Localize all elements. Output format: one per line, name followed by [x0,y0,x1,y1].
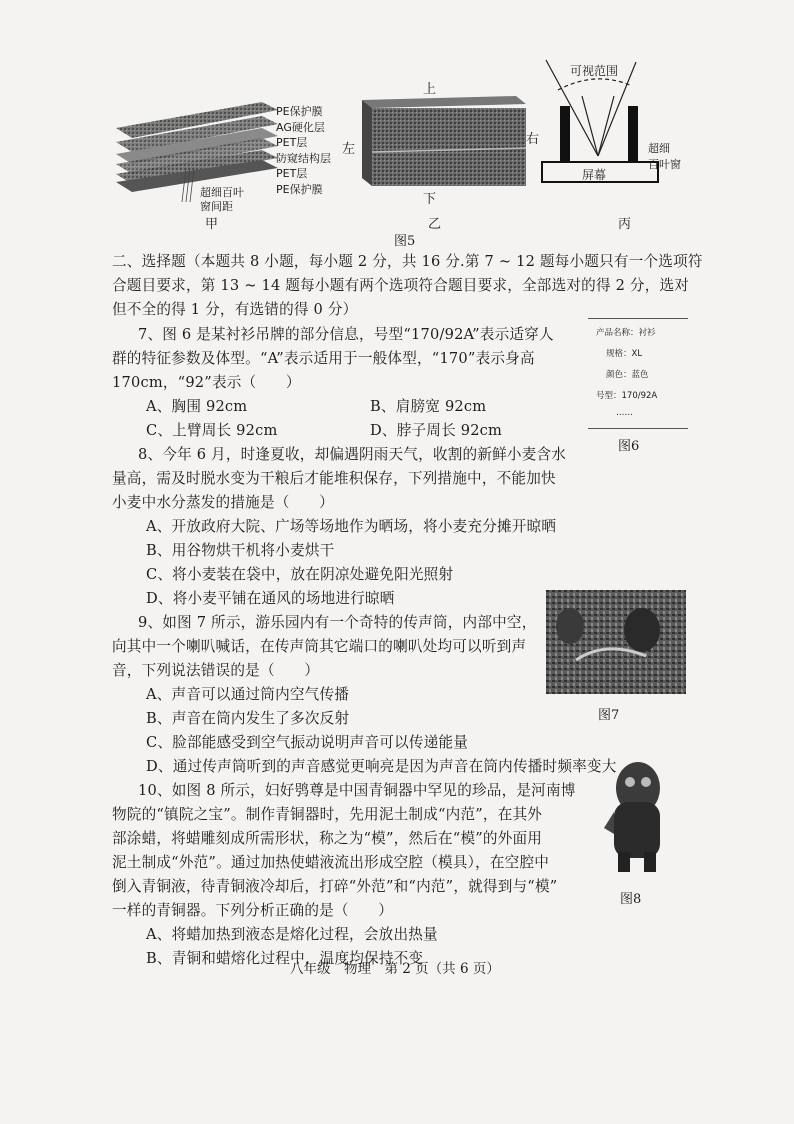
question-text: 量高，需及时脱水变为干粮后才能堆积保存，下列措施中，不能加快 [112,470,556,487]
layer-label: PET层 [276,136,308,149]
figure-6-caption: 图6 [618,439,640,454]
tag-color: 颜色：蓝色 [606,370,649,380]
tag-model: 号型：170/92A [596,391,658,401]
layer-label: 防窥结构层 [276,151,331,165]
option-c: C、将小麦装在袋中，放在阴凉处避免阳光照射 [146,566,454,583]
view-range-label: 可视范围 [570,64,619,78]
figure-5-caption: 图5 [394,234,416,249]
option-a: A、开放政府大院、广场等场地作为晒场，将小麦充分摊开晾晒 [146,518,557,535]
speaking-tube-photo [546,590,686,694]
section-intro: 二、选择题（本题共 8 小题，每小题 2 分，共 16 分.第 7 ~ 12 题每小题只有一个选项符 [112,253,703,270]
option-a: A、将蜡加热到液态是熔化过程，会放出热量 [146,926,438,943]
question-text: 部涂蜡，将蜡雕刻成所需形状，称之为“模”，然后在“模”的外面用 [112,830,543,847]
blind-note-2: 窗间距 [200,200,233,213]
option-a: A、声音可以通过筒内空气传播 [146,686,350,703]
option-d: D、脖子周长 92cm [370,422,503,439]
blind-note: 超细百叶 [200,186,244,199]
question-text: 物院的“镇院之宝”。制作青铜器时，先用泥土制成“内范”，在其外 [112,806,543,823]
question-text: 群的特征参数及体型。“A”表示适用于一般体型，“170”表示身高 [112,350,535,367]
question-text: 倒入青铜液，待青铜液冷却后，打碎“外范”和“内范”，就得到与“模” [112,878,558,895]
layer-label: PE保护膜 [276,105,323,118]
question-text: 170cm，“92”表示（ ） [112,374,301,391]
option-b: B、用谷物烘干机将小麦烘干 [146,542,335,559]
blind-label-2: 百叶窗 [648,158,681,171]
owl-vessel-photo [600,752,672,876]
blind-label: 超细 [648,142,670,155]
question-text: 8、今年 6 月，时逢夏收，却偏遇阴雨天气，收割的新鲜小麦含水 [138,446,567,463]
question-text: 小麦中水分蒸发的措施是（ ） [112,494,334,511]
option-d: D、将小麦平铺在通风的场地进行晾晒 [146,590,395,607]
question-text: 一样的青铜器。下列分析正确的是（ ） [112,902,394,919]
question-text: 9、如图 7 所示，游乐园内有一个奇特的传声筒，内部中空， [138,614,537,631]
tag-name: 产品名称：衬衫 [596,328,656,338]
caption-yi: 乙 [428,217,442,232]
privacy-block-diagram [350,90,530,200]
page-footer: 八年级 物理 第 2 页（共 6 页） [290,961,500,977]
layer-labels [276,104,331,197]
figure-7-caption: 图7 [598,708,620,723]
question-text: 向其中一个喇叭喊话，在传声筒其它端口的喇叭处均可以听到声 [112,638,527,655]
option-b: B、声音在筒内发生了多次反射 [146,710,350,727]
option-c: C、上臂周长 92cm [146,422,278,439]
question-text: 7、图 6 是某衬衫吊牌的部分信息，号型“170/92A”表示适穿人 [138,326,554,343]
layer-label: AG硬化层 [276,120,325,134]
question-text: 10、如图 8 所示，妇好鸮尊是中国青铜器中罕见的珍品，是河南博 [138,782,576,799]
label-right: 右 [526,132,540,147]
layer-label: PET层 [276,167,308,180]
tag-more: …… [616,408,633,418]
option-c: C、脸部能感受到空气振动说明声音可以传递能量 [146,734,469,751]
section-intro: 合题目要求，第 13 ~ 14 题每小题有两个选项符合题目要求，全部选对的得 2 分，选对 [112,277,690,294]
option-b: B、肩膀宽 92cm [370,398,487,415]
tag-size: 规格：XL [606,349,643,359]
option-b: B、青铜和蜡熔化过程中，温度均保持不变 [146,950,424,967]
screen-label: 屏幕 [582,168,607,182]
label-top: 上 [423,82,437,97]
option-d: D、通过传声筒听到的声音感觉更响亮是因为声音在筒内传播时频率变大 [146,758,617,775]
label-left: 左 [342,142,356,157]
caption-jia: 甲 [205,217,219,232]
section-intro: 但不全的得 1 分，有选错的得 0 分） [112,301,358,318]
option-a: A、胸围 92cm [146,398,248,415]
layer-label: PE保护膜 [276,182,323,196]
caption-bing: 丙 [618,217,632,232]
question-text: 音，下列说法错误的是（ ） [112,662,320,679]
figure-8-caption: 图8 [620,892,642,907]
label-bottom: 下 [423,192,437,207]
question-text: 泥土制成“外范”。通过加热使蜡液流出形成空腔（模具），在空腔中 [112,854,550,871]
